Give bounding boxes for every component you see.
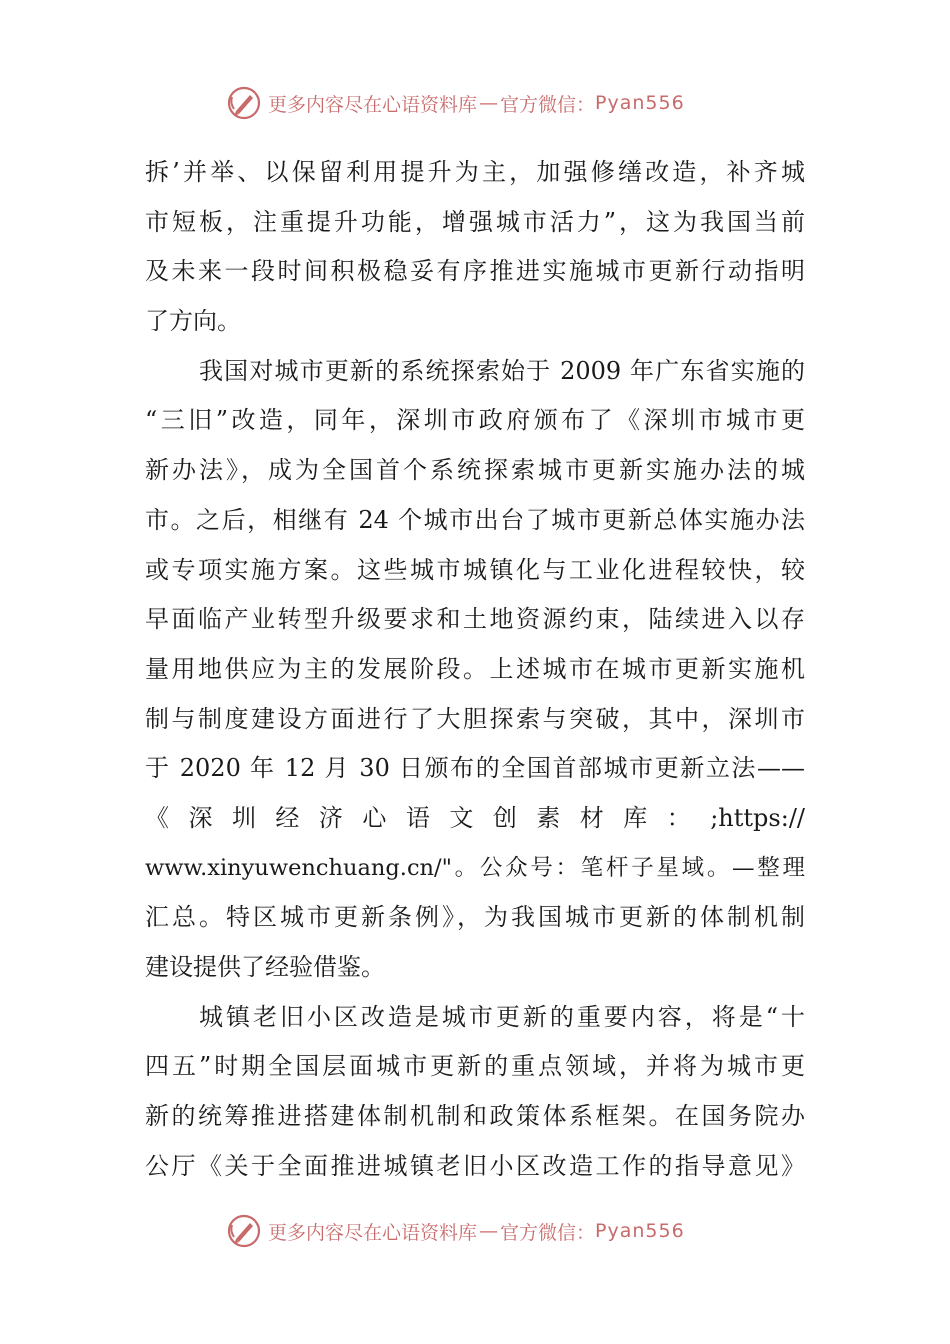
banner-wechat-label: 官方微信： bbox=[500, 1221, 596, 1244]
body-line: 拆’并举、以保留利用提升为主，加强修缮改造，补齐城 bbox=[145, 158, 805, 186]
banner-site-text: 更多内容尽在心语资料库 bbox=[268, 1221, 478, 1244]
body-line: 汇总。特区城市更新条例》，为我国城市更新的体制机制 bbox=[145, 903, 805, 932]
body-line: 市。之后，相继有 24 个城市出台了城市更新总体实施办法 bbox=[145, 505, 805, 534]
body-line: 及未来一段时间积极稳妥有序推进实施城市更新行动指明 bbox=[145, 257, 805, 286]
body-line: 城镇老旧小区改造是城市更新的重要内容，将是“十 bbox=[199, 1002, 805, 1031]
body-line: 早面临产业转型升级要求和土地资源约束，陆续进入以存 bbox=[145, 605, 805, 634]
pen-nib-logo-icon bbox=[226, 85, 262, 121]
banner-wechat-id: Pyan556 bbox=[595, 1220, 685, 1242]
body-line: 《深圳经济心语文创素材库：;https:// bbox=[145, 803, 805, 832]
body-line: www.xinyuwenchuang.cn/"。公众号：笔杆子星域。—整理 bbox=[145, 854, 805, 881]
banner-wechat-id: Pyan556 bbox=[595, 92, 685, 114]
banner-wechat-label: 官方微信： bbox=[500, 93, 596, 116]
document-body bbox=[145, 148, 805, 1191]
body-line: 新的统筹推进搭建体制机制和政策体系框架。在国务院办 bbox=[145, 1102, 805, 1131]
body-line: 公厅《关于全面推进城镇老旧小区改造工作的指导意见》 bbox=[145, 1151, 805, 1180]
banner-site-text: 更多内容尽在心语资料库 bbox=[268, 93, 478, 116]
footer-banner bbox=[226, 1211, 746, 1251]
body-line: 我国对城市更新的系统探索始于 2009 年广东省实施的 bbox=[199, 356, 805, 385]
body-line: 或专项实施方案。这些城市城镇化与工业化进程较快，较 bbox=[145, 555, 805, 584]
body-line: 量用地供应为主的发展阶段。上述城市在城市更新实施机 bbox=[145, 654, 805, 683]
body-line: 了方向。 bbox=[145, 307, 241, 336]
body-line: 建设提供了经验借鉴。 bbox=[145, 953, 385, 981]
body-line: 于 2020 年 12 月 30 日颁布的全国首部城市更新立法—— bbox=[145, 754, 805, 783]
banner-dash: — bbox=[479, 92, 499, 114]
body-line: 制与制度建设方面进行了大胆探索与突破，其中，深圳市 bbox=[145, 704, 805, 733]
banner-dash: — bbox=[479, 1220, 499, 1242]
body-line: 市短板，注重提升功能，增强城市活力”，这为我国当前 bbox=[145, 207, 805, 236]
body-line: “三旧”改造，同年，深圳市政府颁布了《深圳市城市更 bbox=[145, 406, 805, 435]
pen-nib-logo-icon bbox=[226, 1213, 262, 1249]
body-line: 新办法》，成为全国首个系统探索城市更新实施办法的城 bbox=[145, 456, 805, 485]
body-line: 四五”时期全国层面城市更新的重点领域，并将为城市更 bbox=[145, 1052, 805, 1081]
header-banner bbox=[226, 83, 746, 123]
